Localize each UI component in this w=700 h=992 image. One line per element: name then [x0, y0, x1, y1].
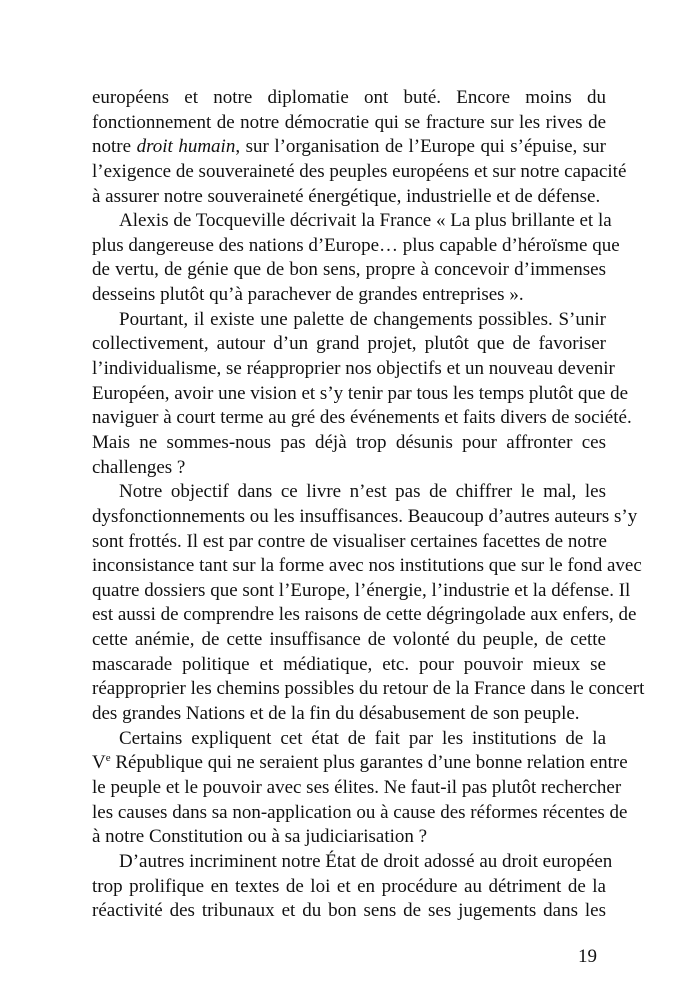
text-line: plus dangereuse des nations d’Europe… plus capable d’héroïsme que [92, 234, 620, 256]
text-line: européens et notre diplomatie ont buté. Encore moins du [92, 87, 606, 108]
text-line: de vertu, de génie que de bon sens, propre à concevoir d’immenses [92, 259, 606, 281]
paragraph [92, 308, 632, 480]
text-line: fonctionnement de notre démocratie qui se fracture sur les rives de [92, 111, 606, 133]
italic-text: droit humain [136, 136, 236, 158]
text-line: à assurer notre souveraineté énergétique, industrielle et de défense. [92, 185, 601, 207]
text-segment: , sur l’organisation de l’Europe qui s’épuise, sur [235, 136, 606, 158]
text-line: réactivité des tribunaux et du bon sens de ses jugements dans les [92, 900, 606, 922]
text-line: l’exigence de souveraineté des peuples européens et sur notre capacité [92, 160, 627, 182]
text-line: les causes dans sa non-application ou à cause des réformes récentes de [92, 801, 628, 823]
text-line: est aussi de comprendre les raisons de cette dégringolade aux enfers, de [92, 604, 637, 626]
paragraph [92, 86, 627, 209]
text-line: Pourtant, il existe une palette de changements possibles. S’unir [119, 308, 606, 330]
text-line: desseins plutôt qu’à parachever de grandes entreprises ». [92, 284, 524, 306]
paragraph [92, 727, 628, 850]
text-line: dysfonctionnements ou les insuffisances. Beaucoup d’autres auteurs s’y [92, 505, 638, 527]
text-line: challenges ? [92, 456, 186, 478]
text-line: des grandes Nations et de la fin du désabusement de son peuple. [92, 703, 580, 725]
text-line: collectivement, autour d’un grand projet, plutôt que de favoriser [92, 333, 606, 355]
text-line [92, 751, 628, 776]
text-line: cette anémie, de cette insuffisance de volonté du peuple, de cette [92, 629, 606, 651]
text-line: naviguer à court terme au gré des événements et faits divers de société. [92, 407, 632, 429]
text-line: Certains expliquent cet état de fait par les institutions de la [119, 727, 606, 749]
text-segment: République qui ne seraient plus garantes d’une bonne relation entre [110, 752, 628, 774]
text-line: Alexis de Tocqueville décrivait la France « La plus brillante et la [119, 210, 612, 232]
text-line [92, 135, 606, 160]
text-line: Notre objectif dans ce livre n’est pas de chiffrer le mal, les [119, 481, 606, 503]
text-line: à notre Constitution ou à sa judiciarisation ? [92, 826, 428, 848]
text-line: trop prolifique en textes de loi et en procédure au détriment de la [92, 875, 606, 897]
paragraph [92, 480, 645, 726]
paragraph [92, 209, 620, 308]
text-line: quatre dossiers que sont l’Europe, l’énergie, l’industrie et la défense. Il [92, 579, 631, 601]
text-line: mascarade politique et médiatique, etc. pour pouvoir mieux se [92, 653, 606, 675]
text-line: Européen, avoir une vision et s’y tenir par tous les temps plutôt que de [92, 382, 629, 404]
text-line: le peuple et le pouvoir avec ses élites. Ne faut-il pas plutôt rechercher [92, 776, 622, 798]
text-line: D’autres incriminent notre État de droit adossé au droit européen [119, 850, 613, 872]
text-line: Mais ne sommes-nous pas déjà trop désunis pour affronter ces [92, 431, 606, 453]
text-line: réapproprier les chemins possibles du retour de la France dans le concert [92, 678, 645, 700]
superscript: e [105, 752, 111, 765]
body-text [92, 86, 645, 924]
text-line: inconsistance tant sur la forme avec nos institutions que sur le fond avec [92, 555, 642, 577]
paragraph [92, 850, 613, 924]
text-segment: V [92, 752, 106, 774]
text-line: sont frottés. Il est par contre de visualiser certaines facettes de notre [92, 530, 607, 552]
page-number: 19 [578, 946, 597, 967]
text-segment: notre [92, 136, 137, 158]
text-line: l’individualisme, se réapproprier nos objectifs et un nouveau devenir [92, 358, 615, 380]
